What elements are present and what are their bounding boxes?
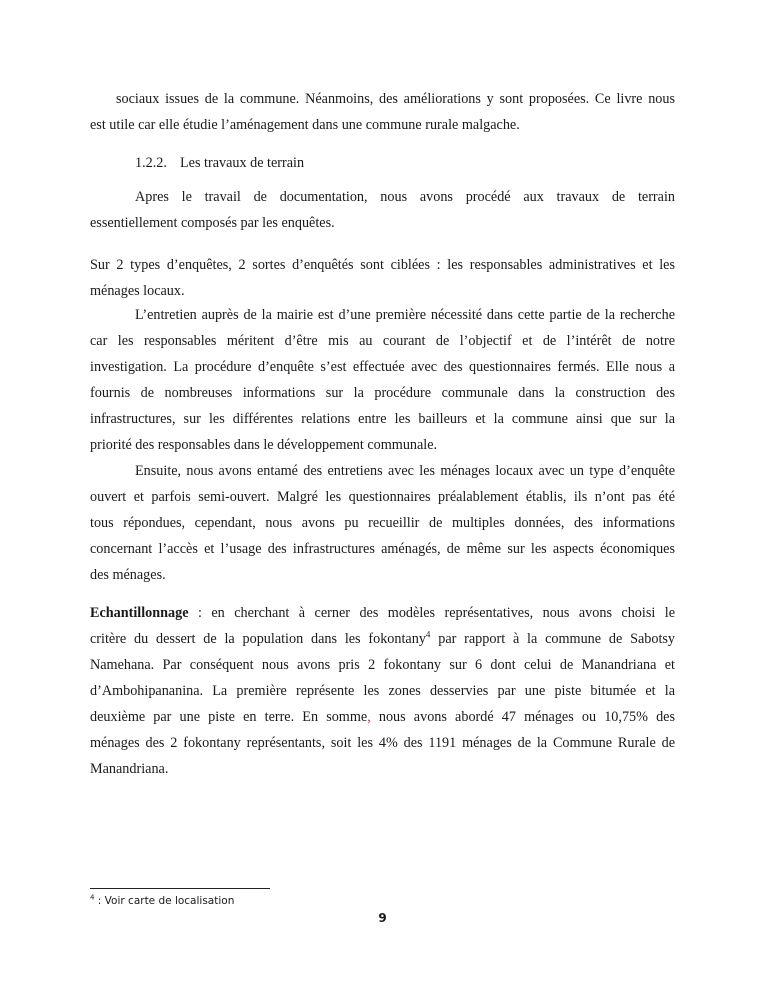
text-line: car les responsables méritent d’être mis au courant de l’objectif et de l’intérêt de notre: [90, 333, 675, 349]
text-fragment: deuxième par une piste en terre. En somme: [90, 709, 368, 725]
footnote-text: : Voir carte de localisation: [94, 895, 235, 907]
text-line: investigation. La procédure d’enquête s’est effectuée avec des questionnaires fermés. Elle nous a: [90, 359, 675, 375]
text-line: concernant l’accès et l’usage des infrastructures aménagés, de même sur les aspects économiques: [90, 541, 675, 557]
section-number: 1.2.2.: [135, 155, 167, 171]
text-line: Apres le travail de documentation, nous avons procédé aux travaux de terrain: [135, 189, 675, 205]
text-line: tous répondues, cependant, nous avons pu recueillir de multiples données, des informations: [90, 515, 675, 531]
text-line: Namehana. Par conséquent nous avons pris 2 fokontany sur 6 dont celui de Manandriana et: [90, 657, 675, 673]
text-line: [90, 600, 675, 626]
footnote-separator: [90, 888, 270, 889]
text-line: [90, 704, 675, 730]
text-line: essentiellement composés par les enquêtes.: [90, 215, 335, 231]
text-line: ménages locaux.: [90, 283, 185, 299]
paragraph-intro-continuation: [90, 86, 675, 138]
text-fragment: : en cherchant à cerner des modèles représentatives, nous avons choisi le: [188, 605, 675, 621]
page-number: 9: [378, 911, 387, 925]
footnote: [90, 895, 234, 907]
text-fragment: nous avons abordé 47 ménages ou 10,75% des: [370, 709, 675, 725]
text-line: fournis de nombreuses informations sur la procédure communale dans la construction des: [90, 385, 675, 401]
highlighted-comma: ,: [367, 709, 371, 725]
text-line: ménages des 2 fokontany représentants, soit les 4% des 1191 ménages de la Commune Rurale de: [90, 735, 675, 751]
paragraph-sampling: [90, 600, 675, 782]
text-fragment: critère du dessert de la population dans les fokontany: [90, 631, 426, 647]
text-line: des ménages.: [90, 567, 166, 583]
footnote-mark: 4: [90, 893, 95, 902]
text-line: sociaux issues de la commune. Néanmoins, des améliorations y sont proposées. Ce livre nous: [116, 91, 675, 107]
section-title: Les travaux de terrain: [180, 155, 305, 171]
text-line: d’Ambohipananina. La première représente les zones desservies par une piste bitumée et la: [90, 683, 675, 699]
text-line: L’entretien auprès de la mairie est d’une première nécessité dans cette partie de la recherche: [135, 307, 675, 323]
text-fragment: par rapport à la commune de Sabotsy: [430, 631, 675, 647]
text-line: [90, 626, 675, 652]
text-line: Sur 2 types d’enquêtes, 2 sortes d’enquêtés sont ciblées : les responsables administratives et les: [90, 257, 675, 273]
text-line: Ensuite, nous avons entamé des entretiens avec les ménages locaux avec un type d’enquête: [135, 463, 675, 479]
paragraph-household-interviews: [90, 458, 675, 588]
sampling-term: Echantillonnage: [90, 605, 189, 621]
paragraph-survey-types: [90, 252, 675, 304]
section-heading: [135, 155, 304, 172]
text-line: est utile car elle étudie l’aménagement dans une commune rurale malgache.: [90, 117, 520, 133]
footnote-reference: 4: [425, 629, 431, 640]
text-line: priorité des responsables dans le développement communale.: [90, 437, 438, 453]
paragraph-field-work: [90, 184, 675, 236]
text-line: Manandriana.: [90, 761, 169, 777]
text-line: ouvert et parfois semi-ouvert. Malgré les questionnaires préalablement établis, ils n’ont pas été: [90, 489, 675, 505]
text-line: infrastructures, sur les différentes relations entre les bailleurs et la commune ainsi que sur la: [90, 411, 675, 427]
paragraph-mairie-interview: [90, 302, 675, 458]
